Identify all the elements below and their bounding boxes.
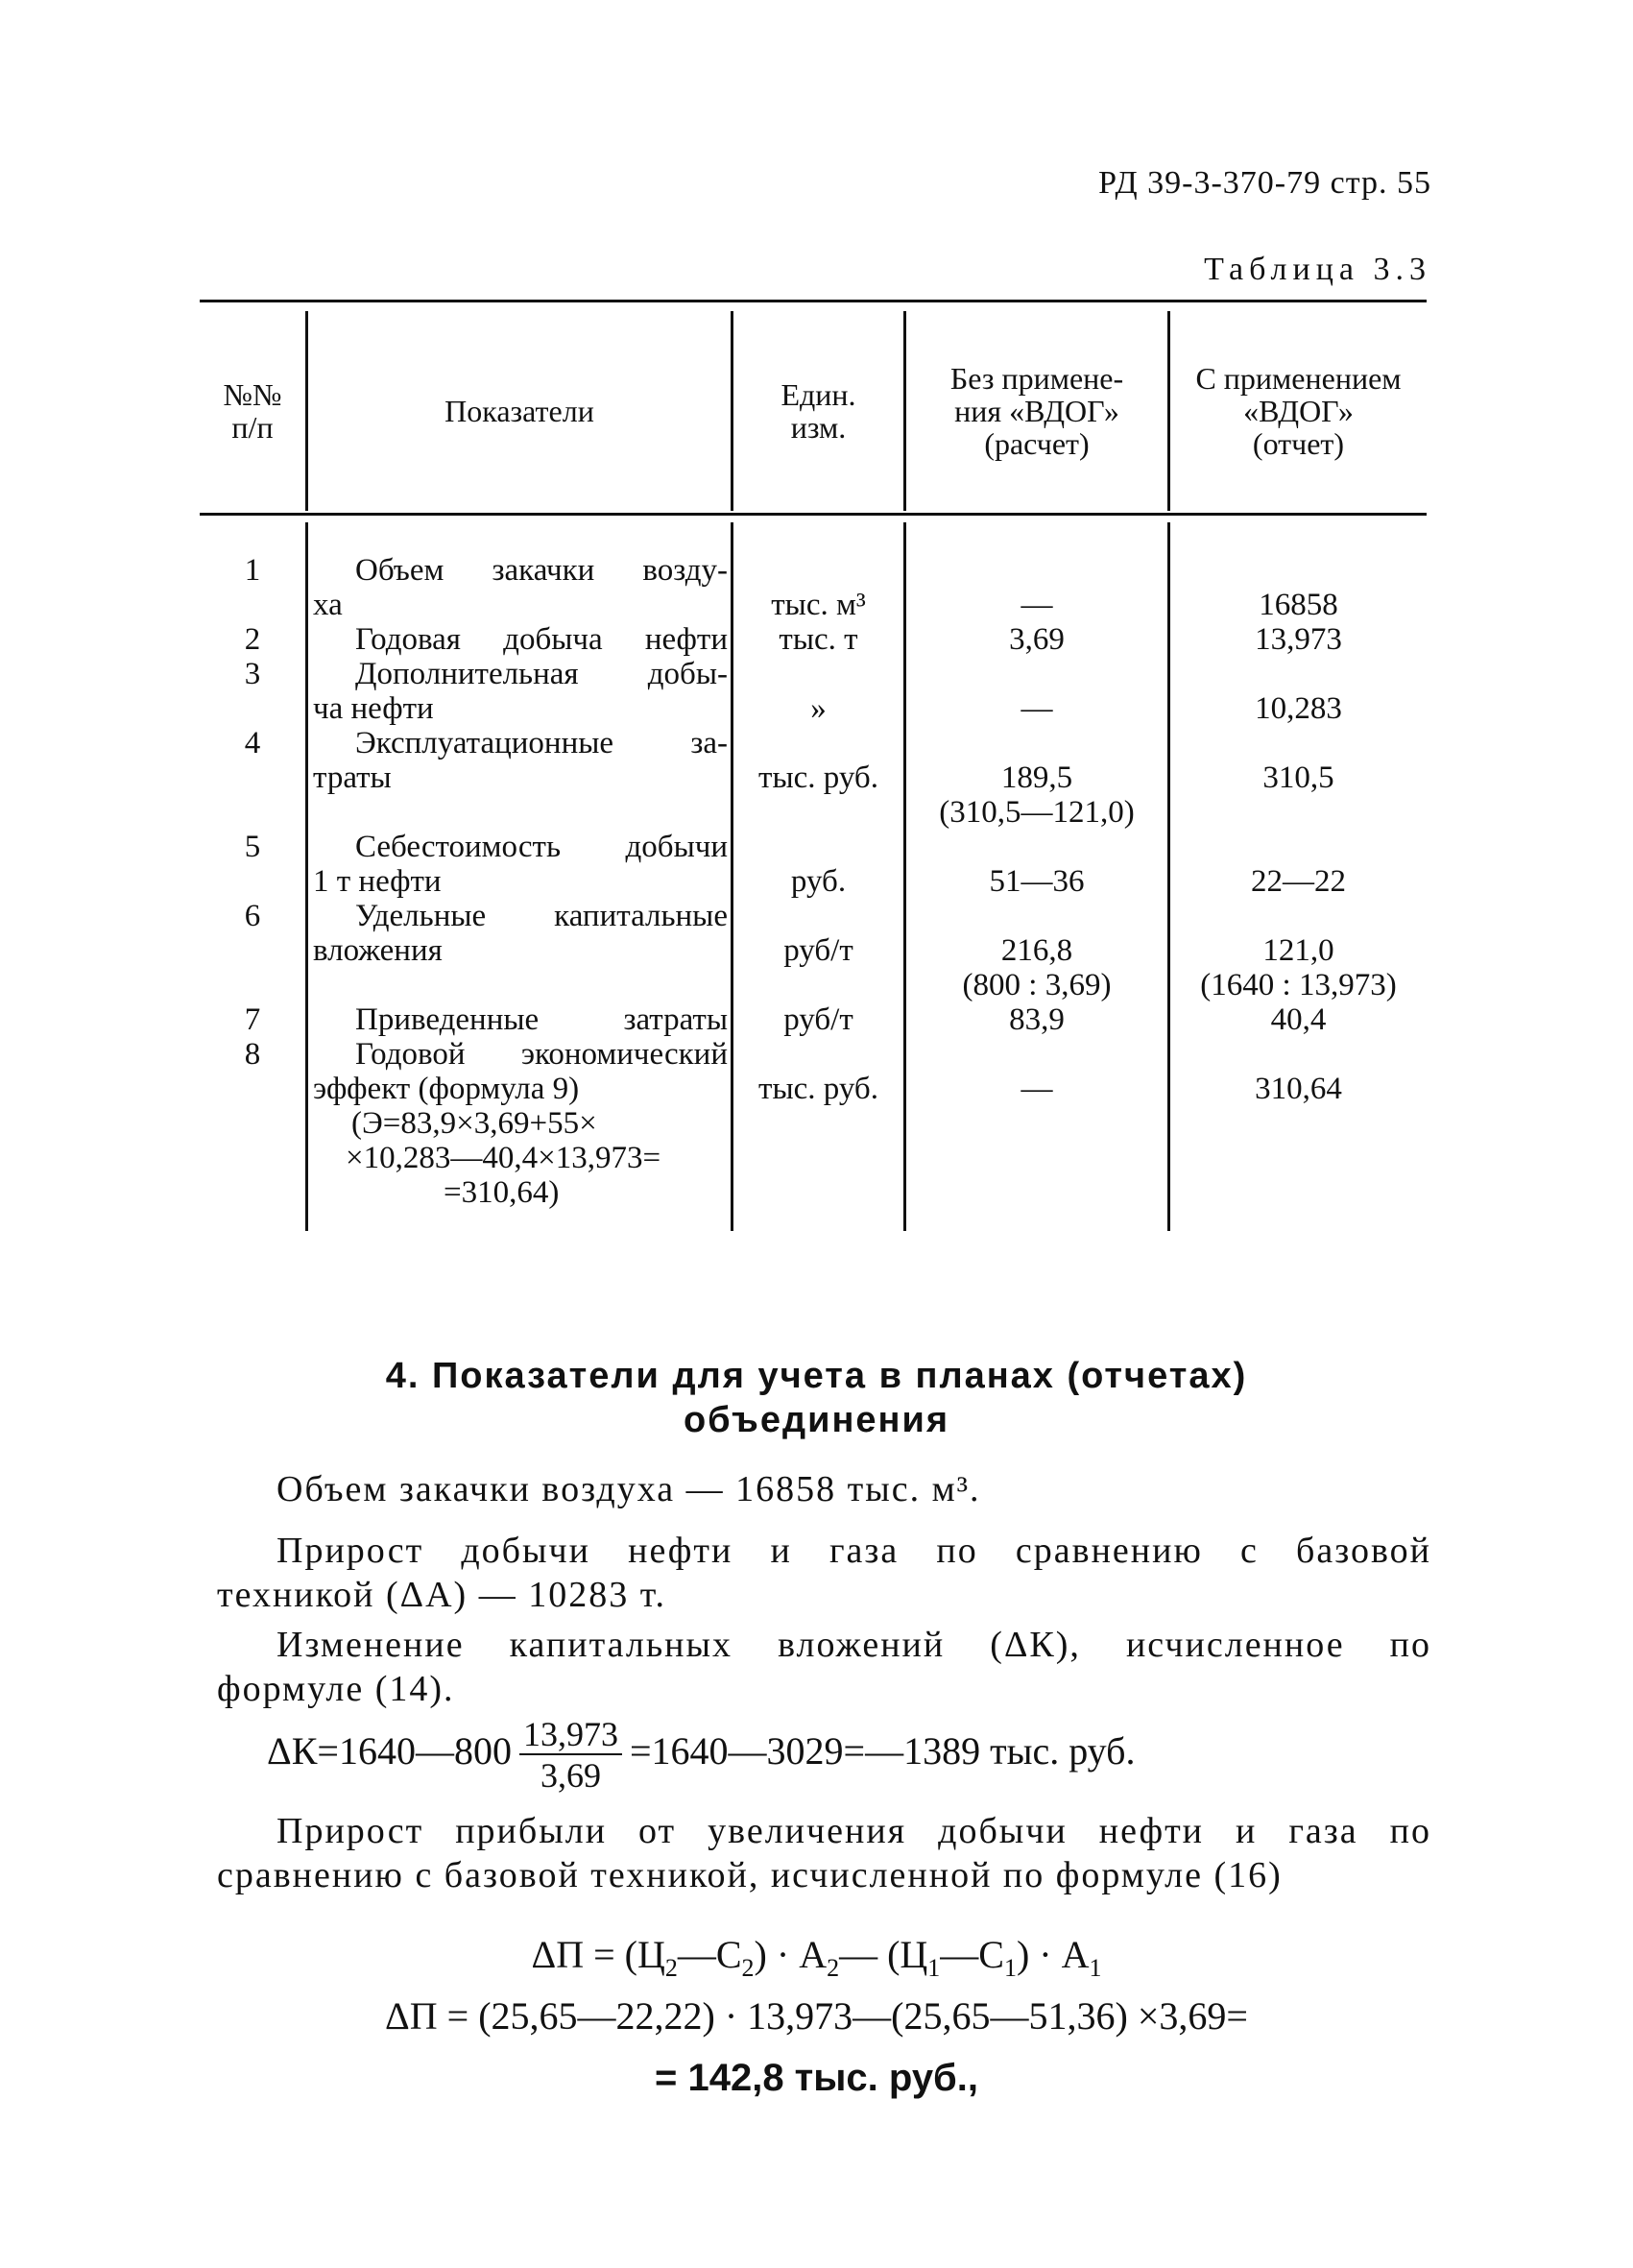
row-indicator: Приведенные затраты [355, 1002, 728, 1037]
header-with: С применением «ВДОГ» (отчет) [1195, 361, 1402, 461]
row-without: 3,69 [1009, 622, 1065, 657]
row-with: 121,0 (1640 : 13,973) [1200, 933, 1397, 1002]
row-with: 40,4 [1270, 1002, 1327, 1037]
row-without: 216,8 (800 : 3,69) [962, 933, 1112, 1002]
header-unit: Един. изм. [780, 377, 856, 445]
section-title: 4. Показатели для учета в планах (отчетах) объединения [385, 1356, 1248, 1440]
row-without: — [1021, 1072, 1053, 1106]
row-unit: руб/т [783, 1002, 853, 1037]
row-number: 4 [244, 726, 261, 760]
formula-delta-p-calc: ΔП = (25,65—22,22) · 13,973—(25,65—51,36) ×3,69= [385, 1994, 1248, 2038]
row-with: 22—22 [1251, 864, 1346, 899]
header-num: №№ п/п [223, 377, 282, 445]
paragraph-air-injection: Объем закачки воздуха — 16858 тыс. м³. [276, 1469, 981, 1509]
row-without: 83,9 [1009, 1002, 1065, 1037]
row-number: 7 [244, 1002, 261, 1037]
row-without: 51—36 [989, 864, 1085, 899]
row-unit: тыс. руб. [758, 1072, 878, 1106]
row-number: 6 [244, 899, 261, 933]
paragraph-production-gain: Прирост добычи нефти и газа по сравнению с базовой техникой (ΔА) — 10283 т. [217, 1531, 1431, 1615]
row-indicator: Удельные капитальные вложения [313, 899, 728, 968]
header-without: Без примене- ния «ВДОГ» (расчет) [949, 361, 1124, 461]
row-with: 310,5 [1262, 760, 1334, 795]
data-table [200, 300, 1427, 1241]
row-unit: тыс. м³ [771, 588, 866, 622]
row-without: — [1021, 691, 1053, 726]
row-without: — [1021, 588, 1053, 622]
row-with: 13,973 [1255, 622, 1342, 657]
row-indicator: Себестоимость добычи 1 т нефти [313, 830, 728, 899]
row-number: 8 [244, 1037, 261, 1072]
row-without: 189,5 (310,5—121,0) [939, 760, 1135, 830]
row-unit: тыс. т [779, 622, 858, 657]
row-unit: » [810, 691, 827, 726]
formula-delta-k: ΔК=1640—800 $\frac{13,973}{3,69}$ =1640—3029=—1389 тыс. руб. [267, 1715, 1136, 1795]
row-indicator: Годовая добыча нефти [355, 622, 728, 657]
formula-delta-p-general: $\Delta П = (Ц_2—С_2)$ · $А_2—$ $(Ц_1—С_1) \cdot А_1$ [531, 1933, 1102, 1982]
header-indicator: Показатели [444, 394, 594, 428]
row-unit: руб/т [783, 933, 853, 968]
row-indicator: Дополнительная добы- ча нефти [313, 657, 728, 726]
row-unit: руб. [790, 864, 847, 899]
row-number: 5 [244, 830, 261, 864]
table-caption: Таблица 3.3 [1204, 252, 1431, 287]
row-with: 310,64 [1255, 1072, 1342, 1106]
paragraph-profit-gain: Прирост прибыли от увеличения добычи нефти и газа по сравнению с базовой техникой, исчисленной по формуле (16) [217, 1811, 1431, 1895]
table-header-rule [200, 513, 1427, 516]
row-number: 2 [244, 622, 261, 657]
paragraph-capital-change: Изменение капитальных вложений (ΔК), исчисленное по формуле (14). [217, 1625, 1431, 1709]
row-with: 10,283 [1255, 691, 1342, 726]
row-indicator: Эксплуатационные за- траты [313, 726, 728, 795]
col-divider [305, 522, 308, 1231]
page-header: РД 39-3-370-79 стр. 55 [1098, 165, 1431, 201]
row-indicator: Объем закачки возду- ха [313, 553, 728, 622]
row-number: 1 [244, 553, 261, 588]
fraction: $\frac{13,973}{3,69}$ [519, 1715, 622, 1796]
row-unit: тыс. руб. [758, 760, 878, 795]
row-indicator: Годовой экономический эффект (формула 9) (Э=83,9×3,69+55× ×10,283—40,4×13,973= =310,64) [313, 1037, 728, 1210]
formula-delta-p-result: = 142,8 тыс. руб., [655, 2057, 978, 2099]
row-with: 16858 [1259, 588, 1338, 622]
table-top-rule [200, 300, 1427, 302]
row-number: 3 [244, 657, 261, 691]
